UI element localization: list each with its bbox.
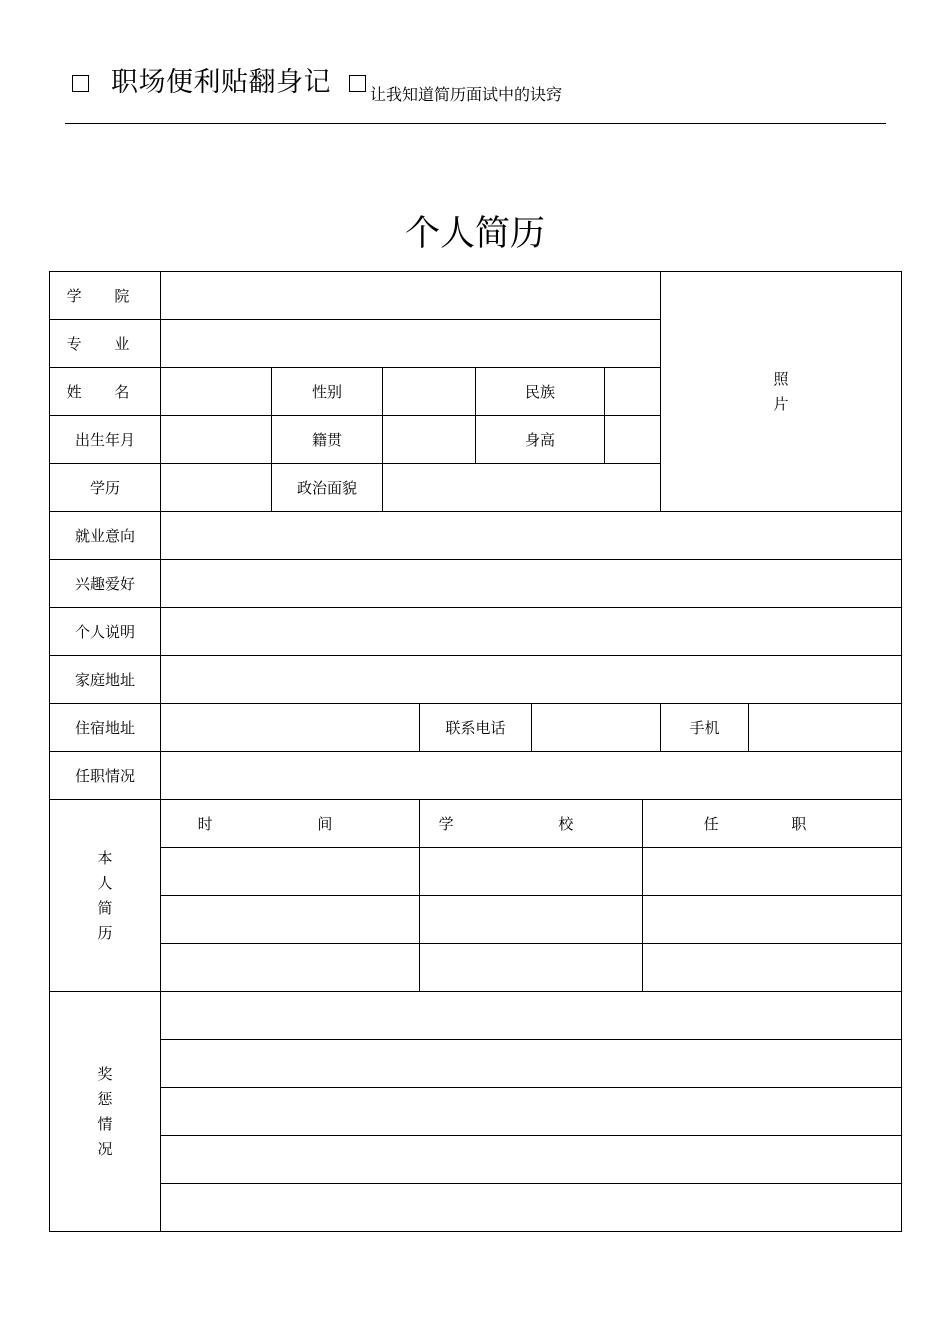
col-position-header: 任 职	[643, 800, 902, 848]
hobbies-field[interactable]	[161, 560, 902, 608]
resume-form	[49, 271, 902, 1232]
height-label: 身高	[476, 416, 605, 464]
resume-school-cell[interactable]	[420, 944, 643, 992]
header-subtitle: 让我知道简历面试中的诀窍	[370, 85, 563, 104]
photo-box[interactable]	[661, 272, 902, 512]
header-title: 职场便利贴翻身记	[111, 67, 331, 98]
birth-field[interactable]	[161, 416, 272, 464]
resume-school-cell[interactable]	[420, 848, 643, 896]
college-label: 学 院	[50, 272, 161, 320]
major-field[interactable]	[161, 320, 661, 368]
awards-line[interactable]	[161, 1040, 902, 1088]
resume-position-cell[interactable]	[643, 944, 902, 992]
college-field[interactable]	[161, 272, 661, 320]
contact-phone-label: 联系电话	[420, 704, 532, 752]
awards-line[interactable]	[161, 1088, 902, 1136]
job-intention-label: 就业意向	[50, 512, 161, 560]
education-label: 学历	[50, 464, 161, 512]
personal-statement-label: 个人说明	[50, 608, 161, 656]
political-status-field[interactable]	[383, 464, 661, 512]
positions-field[interactable]	[161, 752, 902, 800]
gender-label: 性别	[272, 368, 383, 416]
awards-line[interactable]	[161, 1136, 902, 1184]
native-place-label: 籍贯	[272, 416, 383, 464]
personal-statement-field[interactable]	[161, 608, 902, 656]
major-label: 专 业	[50, 320, 161, 368]
col-school-header: 学 校	[420, 800, 643, 848]
ethnicity-field[interactable]	[605, 368, 661, 416]
resume-school-cell[interactable]	[420, 896, 643, 944]
ethnicity-label: 民族	[476, 368, 605, 416]
gender-field[interactable]	[383, 368, 476, 416]
resume-section-label: 本人简历	[50, 800, 161, 992]
political-status-label: 政治面貌	[272, 464, 383, 512]
positions-label: 任职情况	[50, 752, 161, 800]
header-divider	[65, 123, 886, 124]
awards-section-label: 奖惩情况	[50, 992, 161, 1232]
contact-phone-field[interactable]	[532, 704, 661, 752]
birth-label: 出生年月	[50, 416, 161, 464]
home-address-field[interactable]	[161, 656, 902, 704]
awards-line[interactable]	[161, 992, 902, 1040]
page-header	[72, 60, 563, 104]
square-icon	[72, 75, 89, 92]
photo-label: 照片	[773, 369, 789, 413]
resume-time-cell[interactable]	[161, 848, 420, 896]
resume-time-cell[interactable]	[161, 896, 420, 944]
height-field[interactable]	[605, 416, 661, 464]
home-address-label: 家庭地址	[50, 656, 161, 704]
name-label: 姓 名	[50, 368, 161, 416]
dorm-address-field[interactable]	[161, 704, 420, 752]
mobile-field[interactable]	[749, 704, 902, 752]
mobile-label: 手机	[661, 704, 749, 752]
hobbies-label: 兴趣爱好	[50, 560, 161, 608]
document-title: 个人简历	[404, 214, 545, 254]
col-time-header: 时 间	[161, 800, 420, 848]
resume-time-cell[interactable]	[161, 944, 420, 992]
dorm-address-label: 住宿地址	[50, 704, 161, 752]
name-field[interactable]	[161, 368, 272, 416]
square-icon	[349, 75, 366, 92]
awards-line[interactable]	[161, 1184, 902, 1232]
native-place-field[interactable]	[383, 416, 476, 464]
resume-position-cell[interactable]	[643, 848, 902, 896]
education-field[interactable]	[161, 464, 272, 512]
resume-position-cell[interactable]	[643, 896, 902, 944]
job-intention-field[interactable]	[161, 512, 902, 560]
